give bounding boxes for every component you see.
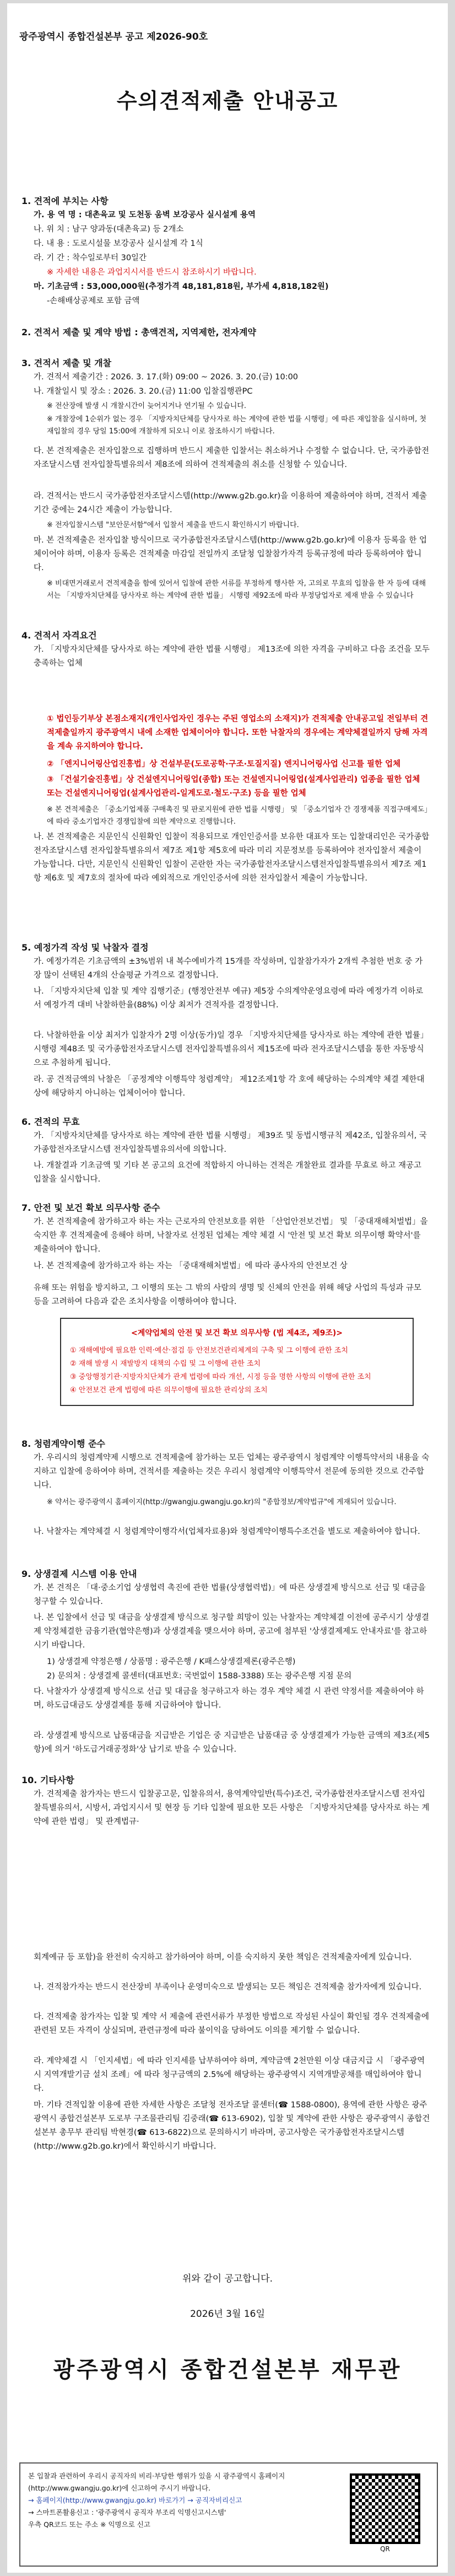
s1-location: 나. 위 치 : 남구 양과동(대촌육교) 등 2개소 — [34, 225, 184, 234]
s10-item-d: 라. 계약체결 시 「인지세법」에 따라 인지세를 납부하여야 하며, 계약금액 2천만원 이상 대금지급 시 「광주광역시 지역개발기금 설치 조례」에 따라 청구금액의 2.5%에 해당하는 광주광역시 지역개발공채를 매입하여야 합니다. — [34, 2057, 425, 2093]
s4-item-b: 나. 본 견적제출은 지문인식 신원확인 입찰이 적용되므로 개인인증서를 보유한 대표자 또는 입찰대리인은 국가종합전자조달시스템 전자입찰특별유의서 제7조 제1항 제5호에 따라 미리 지문정보를 등록하여야 전자입찰서 제출이 가능합니다. 다만, 지문인식 신원확인 입찰이 곤란한 자는 국가종합전자조달시스템전자입찰특별유의서 제7조 제1항 제6호 및 제7호의 절차에 따라 예외적으로 개인인증서에 의한 전자입찰서 제출이 가능합니다. — [34, 833, 430, 883]
s3-period: 가. 견적서 제출기간 : 2026. 3. 17.(화) 09:00 ~ 2026. 3. 20.(금) 10:00 — [34, 373, 299, 382]
s1-service-name: 가. 용 역 명 : 대촌육교 및 도천동 움벽 보강공사 실시설계 용역 — [34, 211, 256, 219]
s3-note-3: ※ 전자입찰시스템 "보안문서함"에서 입찰서 제출을 반드시 확인하시기 바랍니다. — [47, 521, 299, 529]
section-4-heading: 4. 견적서 자격요건 — [21, 630, 97, 641]
s1-note: ※ 자세한 내용은 과업지시서를 반드시 참조하시기 바랍니다. — [47, 268, 257, 277]
s6-item-b: 나. 개찰결과 기초금액 및 기타 본 공고의 요건에 적합하지 아니하는 견적은 개찰완료 결과를 무효로 하고 재공고 입찰을 실시합니다. — [34, 1161, 422, 1184]
notice-number: 광주광역시 종합건설본부 공고 제2026-90호 — [19, 31, 208, 42]
s7-item-b-cont: 유해 또는 위험을 방지하고, 그 이행의 또는 그 밖의 사람의 생명 및 신체의 안전을 위해 해당 사업의 특성과 규모 등을 고려하여 다음과 같은 조치사항을 이행하여야 합니다. — [34, 1284, 421, 1306]
s4-req-3: ③ 「건설기술진흥법」상 건설엔지니어링업(종합) 또는 건설엔지니어링업(설계사업관리) 업종을 필한 업체 또는 건설엔지니어링업(설계사업관리-일계도로·철도·구조) 등을 필한 업체 — [47, 775, 420, 798]
s10-item-a: 가. 견적제출 참가자는 반드시 입찰공고문, 입찰유의서, 용역계약일반(특수)조건, 국가종합전자조달시스템 전자입찰특별유의서, 시방서, 과업지시서 및 현장 등 기타 입찰에 필요한 모든 사항은 「지방자치단체를 당사자로 하는 계약에 관한 법령」 및 관계법규· — [34, 1790, 430, 1826]
s5-item-d: 라. 공 견적금액의 낙찰은 「공정계약 이행특약 청렴계약」 제12조제1항 각 호에 해당하는 수의계약 체결 제한대상에 해당하지 아니하는 업체이어야 합니다. — [34, 1075, 425, 1098]
safety-item-2: ② 재해 발생 시 재발방지 대책의 수립 및 그 이행에 관한 조치 — [70, 1360, 261, 1368]
s10-item-a-cont: 회계예규 등 포함)을 완전히 숙지하고 참가하여야 하며, 이를 숙지하지 못한 책임은 견적제출자에게 있습니다. — [34, 1953, 412, 1962]
s8-note: ※ 약서는 광주광역시 홈페이지(http://gwangju.gwangju.go.kr)의 "종합정보/계약법규"에 게재되어 있습니다. — [47, 1498, 397, 1506]
s5-item-b: 나. 「지방자치단체 입찰 및 계약 집행기준」(행정안전부 예규) 제5장 수의계약운영요령에 따라 예정가격 이하로서 예정가격 대비 낙찰하한율(88%) 이상 최저가 견적자를 결정합니다. — [34, 987, 424, 1010]
report-line-1: 본 입찰과 관련하여 우리시 공직자의 비리·부당한 행위가 있을 시 광주광역시 홈페이지(http://www.gwangju.go.kr)에 신고하여 주시기 바랍니다. — [28, 2472, 285, 2492]
s8-item-b: 나. 낙찰자는 계약체결 시 청렴계약이행각서(업체자료용)와 청렴계약이행특수조건을 별도로 제출하여야 합니다. — [34, 1527, 420, 1536]
s9-item-a: 가. 본 견적은 「대·중소기업 상생협력 촉진에 관한 법률(상생협력법)」에 따른 상생결제 방식으로 선급 및 대금을 청구할 수 있습니다. — [34, 1584, 426, 1606]
closing-line: 위와 같이 공고합니다. — [182, 2273, 273, 2284]
s9-item-d: 라. 상생결제 방식으로 납품대금을 지급받은 기업은 중 지급받은 납품대금 중 상생결제가 가능한 금액의 제3조(제5항)에 의거 '하도급거래공정화'상 납기로 받을 수 있습니다. — [34, 1731, 430, 1754]
section-10-heading: 10. 기타사항 — [21, 1775, 74, 1785]
section-1-heading: 1. 견적에 부치는 사항 — [21, 196, 109, 206]
report-line-2[interactable]: → 홈페이지(http://www.gwangju.go.kr) 바로가기 → 공직자비리신고 — [28, 2496, 242, 2504]
qr-caption: QR — [380, 2545, 390, 2553]
safety-box-heading: <계약업체의 안전 및 보건 확보 의무사항 (법 제4조, 제9조)> — [131, 1329, 343, 1338]
s9-item-c: 다. 낙찰자가 상생결제 방식으로 선급 및 대금을 청구하고자 하는 경우 계약 체결 시 관련 약정서를 제출하여야 하며, 하도급대금도 상생결제를 통해 지급하여야 합니다. — [34, 1687, 424, 1710]
s1-base-amount: 마. 기초금액 : 53,000,000원(추정가격 48,181,818원, 부가세 4,818,182원) — [34, 282, 329, 291]
s1-period: 라. 기 간 : 착수일로부터 30일간 — [34, 254, 147, 262]
s9-item-b-2: 2) 문의처 : 상생결제 콜센터(대표번호: 국번없이 1588-3388) 또는 광주은행 지점 문의 — [47, 1672, 352, 1681]
section-8-heading: 8. 청렴계약이행 준수 — [21, 1439, 105, 1449]
report-line-3: → 스마트폰활용신고 : '광주광역시 공직자 부조리 익명신고시스템' — [28, 2508, 226, 2516]
s5-item-a: 가. 예정가격은 기초금액의 ±3%범위 내 복수예비가격 15개를 작성하며, 입찰참가자가 2개씩 추첨한 번호 중 가장 많이 선택된 4개의 산술평균 가격으로 결정합니다. — [34, 957, 423, 980]
safety-item-4: ④ 안전보건 관계 법령에 따른 의무이행에 필요한 관리상의 조치 — [70, 1386, 268, 1394]
report-notice-box — [19, 2462, 438, 2567]
section-5-heading: 5. 예정가격 작성 및 낙찰자 결정 — [21, 942, 149, 953]
qr-code-icon[interactable] — [350, 2473, 420, 2544]
s4-item-a: 가. 「지방자치단체를 당사자로 하는 계약에 관한 법률 시행령」 제13조에 의한 자격을 구비하고 다음 조건을 모두 충족하는 업체 — [34, 645, 430, 668]
s7-item-a: 가. 본 견적제출에 참가하고자 하는 자는 근로자의 안전보호를 위한 「산업안전보건법」 및 「중대재해처벌법」을 숙지한 후 견적제출에 응해야 하며, 낙찰자로 선정된 업체는 계약 체결 시 '안전 및 보건 확보 의무이행 확약서'를 제출하여야 합니다. — [34, 1217, 428, 1254]
report-line-4: 우측 QR코드 또는 주소 ※ 익명으로 신고 — [28, 2520, 150, 2529]
s5-item-c: 다. 낙찰하한율 이상 최저가 입찰자가 2명 이상(동가)일 경우 「지방자치단체를 당사자로 하는 계약에 관한 법률」 시행령 제48조 및 국가종합전자조달시스템 전자입찰특별유의서 제15조에 따라 전자조달시스템을 통한 자동방식으로 추첨하게 됩니다. — [34, 1031, 429, 1067]
s7-item-b: 나. 본 견적제출에 참가하고자 하는 자는 「중대재해처벌법」에 따라 종사자의 안전보건 상 — [34, 1262, 348, 1270]
s3-opening: 나. 개찰일시 및 장소 : 2026. 3. 20.(금) 11:00 입찰집행관PC — [34, 387, 253, 396]
safety-item-3: ③ 중앙행정기관·지방자치단체가 관계 법령에 따라 개선, 시정 등을 명한 사항의 이행에 관한 조치 — [70, 1373, 371, 1381]
s6-item-a: 가. 「지방자치단체를 당사자로 하는 계약에 관한 법률 시행령」 제39조 및 동법시행규칙 제42조, 입찰유의서, 국가종합전자조달시스템 전자입찰특별유의서에 의합니다. — [34, 1131, 427, 1154]
report-notice-text — [28, 2470, 337, 2531]
s9-item-b-1: 1) 상생결제 약정은행 / 상품명 : 광주은행 / K패스상생결제론(광주은행) — [47, 1657, 296, 1666]
section-9-heading: 9. 상생결제 시스템 이용 안내 — [21, 1569, 137, 1579]
section-2-heading: 2. 견적서 제출 및 계약 방법 : 총액견적, 지역제한, 전자계약 — [21, 327, 256, 337]
s3-note-1: ※ 전산장애 발생 시 개찰시간이 늦어지거나 연기될 수 있습니다. — [47, 402, 247, 410]
s1-content: 다. 내 용 : 도로시설물 보강공사 실시설계 각 1식 — [34, 239, 203, 248]
notice-page — [7, 3, 448, 2573]
section-7-heading: 7. 안전 및 보건 확보 의무사항 준수 — [21, 1203, 160, 1213]
page-title: 수의견적제출 안내공고 — [116, 89, 339, 113]
s3-note-4: ※ 비대면거래로서 견적제출을 함에 있어서 입찰에 관한 서류를 부정하게 행사한 자, 고의로 무효의 입찰을 한 자 등에 대해서는 「지방자치단체를 당사자로 하는 계약에 관한 법률」 시행령 제92조에 따라 부정당업자로 제재 받을 수 있습니다 — [47, 579, 426, 600]
s8-item-a: 가. 우리시의 청렴계약제 시행으로 견적제출에 참가하는 모든 업체는 광주광역시 청렴계약 이행특약서의 내용을 숙지하고 입찰에 응하여야 하며, 견적서를 제출하는 것은 우리시 청렴계약 이행특약서 전문에 동의한 것으로 간주합니다. — [34, 1453, 430, 1490]
s10-item-b: 나. 견적참가자는 반드시 전산장비 부족이나 운영미숙으로 발생되는 모든 책임은 견적제출 참가자에게 있습니다. — [34, 1983, 422, 1992]
s4-req-2: ② 「엔지니어링산업진흥법」상 건설부문(도로공학·구조·토질지질) 엔지니어링사업 신고를 필한 업체 — [47, 760, 401, 769]
s9-item-b: 나. 본 입찰에서 선급 및 대금을 상생결제 방식으로 청구할 희망이 있는 낙찰자는 계약체결 이전에 공주시기 상생결제 약정체결한 금융기관(협약은행)과 상생결제을 맺으셔야 하며, 공고에 첨부된 '상생결제제도 안내자료'를 참고하시기 바랍니다. — [34, 1613, 430, 1650]
s10-item-c: 다. 견적제출 참가자는 입찰 및 계약 서 제출에 관련서류가 부정한 방법으로 작성된 사실이 확인될 경우 견적제출에 관련된 모든 자격이 상실되며, 관련규정에 따라 불이익을 당하여도 이의를 제기할 수 없습니다. — [34, 2012, 430, 2035]
closing-date: 2026년 3월 16일 — [190, 2309, 265, 2320]
s4-note: ※ 본 견적제출은 「중소기업제품 구매촉진 및 판로지원에 관한 법률 시행령」 및 「중소기업자 간 경쟁제품 직접구매제도」에 따라 중소기업자간 경쟁입찰에 의한 계약으로 진행합니다. — [47, 806, 428, 826]
safety-item-1: ① 재해예방에 필요한 인력·예산·점검 등 안전보건관리체계의 구축 및 그 이행에 관한 조치 — [70, 1346, 348, 1355]
section-6-heading: 6. 견적의 무효 — [21, 1117, 80, 1127]
s4-req-1: ① 법인등기부상 본점소재지(개인사업자인 경우는 주된 영업소의 소재지)가 견적제출 안내공고일 전일부터 견적제출일까지 광주광역시 내에 소재한 업체이어야 합니다. 또한 낙찰자의 경우에는 계약체결일까지 당해 자격을 계속 유지하여야 합니다. — [47, 715, 429, 751]
s3-item-d: 라. 견적서는 반드시 국가종합전자조달시스템(http://www.g2b.go.kr)을 이용하여 제출하여야 하며, 견적서 제출기간 중에는 24시간 제출이 가능합니다. — [34, 492, 427, 514]
s3-note-2: ※ 개찰장에 1순위가 없는 경우 「지방자치단체를 당사자로 하는 계약에 관한 법률 시행령」에 따른 재입찰을 실시하며, 첫 재입찰의 경우 당일 15:00에 개찰하게 되오니 이로 참조하시기 바랍니다. — [47, 415, 426, 436]
s3-item-c: 다. 본 견적제출은 전자입찰으로 집행하며 반드시 제출한 입찰서는 취소하거나 수정할 수 없습니다. 단, 국가종합전자조달시스템 전자입찰특별유의서 제8조에 의하여 견적제출의 취소를 신청할 수 있습니다. — [34, 447, 430, 469]
issuer-name: 광주광역시 종합건설본부 재무관 — [53, 2357, 402, 2382]
section-3-heading: 3. 견적서 제출 및 개찰 — [21, 358, 112, 368]
s3-item-e: 마. 본 견적제출은 전자입찰 방식이므로 국가종합전자조달시스템(http://www.g2b.go.kr)에 이용자 등록을 한 업체이어야 하며, 이용자 등록은 견적제출 마감일 전일까지 조달청 입찰참가자격 등록규정에 따라 등록하여야 합니다. — [34, 536, 427, 572]
s10-item-e: 마. 기타 견적입찰 이용에 관한 자세한 사항은 조달청 전자조달 콜센터(☎ 1588-0800), 용역에 관한 사항은 광주광역시 종합건설본부 도로부 구조물관리팀 김중래(☎ 613-6902), 입찰 및 계약에 관한 사항은 광주광역시 종합건설본부 총무부 관리팀 박현경(☎ 613-6822)으로 문의하시기 바라며, 공고사항은 국가종합전자조달시스템(http://www.g2b.go.kr)에서 확인하시기 바랍니다. — [34, 2101, 430, 2151]
safety-obligations-box — [60, 1318, 414, 1406]
s1-base-amount-note: -손해배상공제로 포함 금액 — [47, 297, 140, 305]
